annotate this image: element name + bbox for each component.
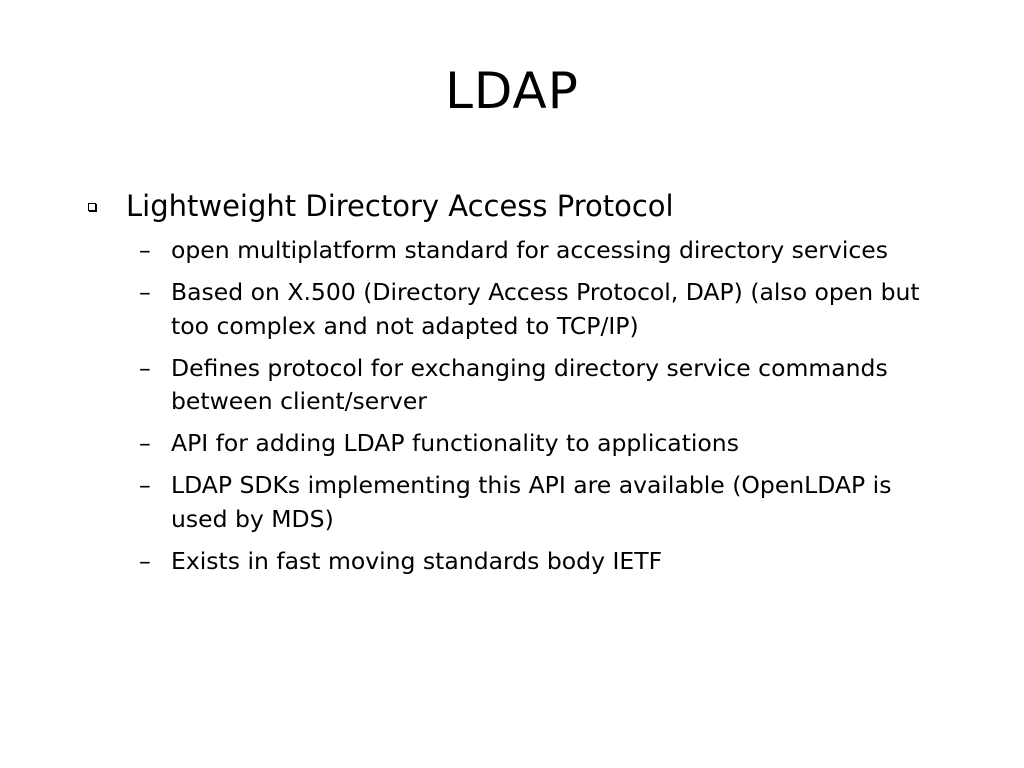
dash-bullet-icon: – [139, 353, 151, 382]
slide-title: LDAP [445, 62, 579, 120]
sub-bullet-list [139, 234, 939, 587]
sub-bullet-text: Exists in fast moving standards body IETF [171, 546, 663, 575]
sub-bullet-item [139, 234, 939, 268]
sub-bullet-text: LDAP SDKs implementing this API are available (OpenLDAP is used by MDS) [171, 471, 892, 533]
dash-bullet-icon: – [139, 236, 151, 264]
sub-bullet-text: Defines protocol for exchanging directory service commands between client/server [171, 353, 888, 415]
sub-bullet-item [139, 352, 939, 419]
sub-bullet-text: API for adding LDAP functionality to applications [171, 429, 739, 457]
sub-bullet-text: Based on X.500 (Directory Access Protocol, DAP) (also open but too complex and not adapted to TCP/IP) [171, 278, 920, 340]
sub-bullet-text: open multiplatform standard for accessing directory services [171, 236, 889, 264]
sub-bullet-item [139, 469, 939, 536]
square-bullet-icon [88, 203, 96, 211]
dash-bullet-icon: – [139, 278, 151, 306]
dash-bullet-icon: – [139, 429, 151, 457]
sub-bullet-item [139, 427, 939, 461]
dash-bullet-icon: – [139, 471, 151, 499]
dash-bullet-icon: – [139, 546, 151, 575]
sub-bullet-item [139, 545, 939, 579]
sub-bullet-item [139, 276, 939, 343]
bullet-text: Lightweight Directory Access Protocol [126, 189, 674, 223]
